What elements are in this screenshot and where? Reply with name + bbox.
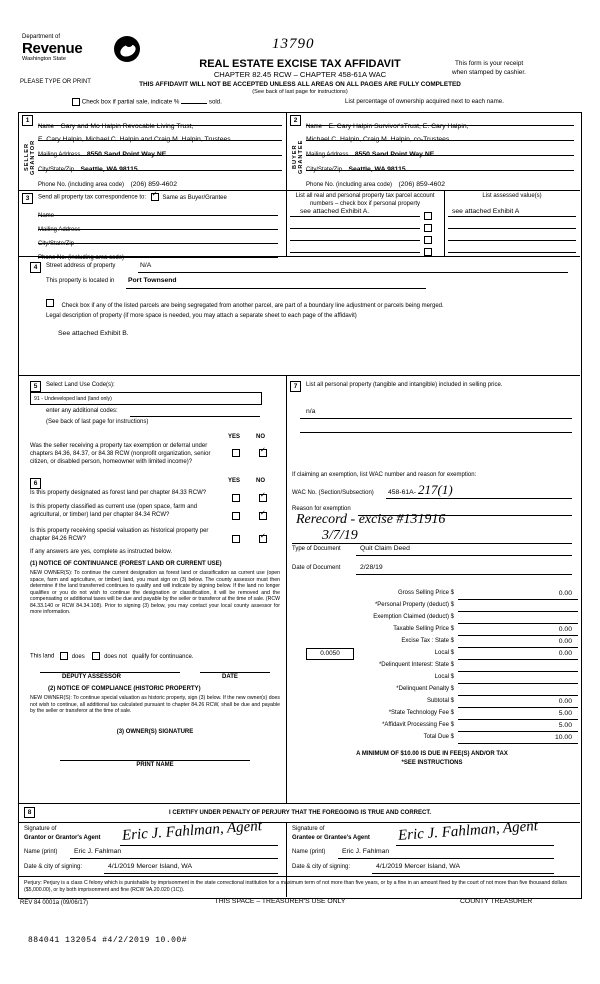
- doc-type-value[interactable]: Quit Claim Deed: [360, 545, 410, 552]
- divider-h-6: [18, 876, 580, 877]
- seller-name-label: Name: [38, 124, 55, 130]
- buyer-citystate-label: City/State/Zip: [306, 167, 343, 173]
- seller-phone-label: Phone No. (including area code): [38, 182, 125, 188]
- section-4-number: 4: [30, 262, 41, 273]
- tax-row-label-5: Local $: [434, 650, 454, 656]
- tax-row-label-11: *Affidavit Processing Fee $: [382, 722, 454, 728]
- land-use-code-input[interactable]: [30, 392, 262, 405]
- section-3-number: 3: [22, 193, 33, 204]
- divider-h-4: [18, 803, 580, 804]
- dept-line1: Department of: [22, 34, 61, 40]
- does-not-checkbox[interactable]: [92, 652, 100, 660]
- legal-description-value[interactable]: See attached Exhibit B.: [58, 330, 129, 337]
- assessed-header: List assessed value(s): [482, 193, 542, 199]
- section-7-number: 7: [290, 381, 301, 392]
- section-6-number: 6: [30, 478, 41, 489]
- seller-address-label: Mailing Address: [38, 152, 81, 158]
- no-label-5: NO: [256, 434, 265, 440]
- assessed-value[interactable]: see attached Exhibit A: [452, 208, 520, 215]
- reason-handwritten-1: Rerecord - excise #131916: [296, 512, 446, 527]
- segregation-row: [46, 294, 444, 312]
- tax-rows: [292, 588, 578, 744]
- section6-q1-no-checkbox[interactable]: [259, 489, 267, 507]
- tax-row-value-3[interactable]: 0.00: [558, 626, 572, 633]
- divider-h-3: [18, 375, 580, 376]
- located-in-label: This property is located in: [46, 278, 115, 284]
- tax-row-label-8: *Delinquent Penalty $: [396, 686, 454, 692]
- buyer-citystate-value[interactable]: Seattle, WA 98115: [348, 166, 406, 173]
- tax-row-label-12: Total Due $: [423, 734, 454, 740]
- located-in-value[interactable]: Port Townsend: [128, 277, 177, 284]
- segregation-checkbox[interactable]: [46, 299, 54, 307]
- see-back-label: (See back of last page for instructions): [46, 419, 149, 425]
- personal-property-value[interactable]: n/a: [306, 408, 316, 415]
- buyer-phone-value[interactable]: (206) 859-4602: [398, 181, 445, 188]
- section-1-number: 1: [22, 115, 33, 126]
- tax-row-label-4: Excise Tax : State $: [401, 638, 454, 644]
- notice1-title: (1) NOTICE OF CONTINUANCE (FOREST LAND OR CURRENT USE): [30, 561, 222, 567]
- section6-instruct: If any answers are yes, complete as instructed below.: [30, 549, 173, 555]
- notice3-title: (3) OWNER(S) SIGNATURE: [116, 729, 194, 735]
- dept-line3: Washington State: [22, 56, 66, 62]
- grantee-name-print-label: Name (print): [292, 849, 326, 855]
- notice2-body: NEW OWNER(S): To continue special valuation as historic property, sign (3) below. If the new owner(s) does not wish to continue, all additional tax calculated pursuant to chapter 84.26 RCW, shall be due and payable by the seller or transferor at the time of sale.: [30, 695, 280, 714]
- tax-row-value-4[interactable]: 0.00: [558, 638, 572, 645]
- notice2-title: (2) NOTICE OF COMPLIANCE (HISTORIC PROPERTY): [48, 686, 201, 692]
- doc-date-label: Date of Document: [292, 565, 341, 571]
- grantor-signature[interactable]: Eric J. Fahlman, Agent: [121, 818, 263, 844]
- corr-name-label: Name: [38, 213, 55, 219]
- seller-phone-value[interactable]: (206) 859-4602: [130, 181, 177, 188]
- grantor-name-print-value[interactable]: Eric J. Fahlman: [74, 848, 122, 855]
- divider-vertical-mid: [286, 375, 287, 803]
- grantee-sig-label-1: Signature of: [292, 826, 325, 832]
- seller-address-value[interactable]: 8550 Sand Point Way NE: [86, 151, 167, 158]
- tax-row-value-12[interactable]: 10.00: [554, 734, 572, 741]
- this-land-row: [30, 652, 193, 661]
- this-land-label: This land: [30, 653, 55, 660]
- perjury-note: Perjury: Perjury is a class C felony which is punishable by imprisonment in the state correctional institution for a maximum term of not more than five years, or by a fine in an amount fixed by the court of not more than five thousand dollars ($5,000.00), or by both imprisonment and fine (RCW 9A.20.020 (1C)).: [24, 880, 567, 893]
- street-address-value[interactable]: N/A: [140, 262, 152, 269]
- section6-q3-yes-checkbox[interactable]: [232, 530, 240, 548]
- buyer-name-value-2[interactable]: Michael C. Halpin, Craig M. Halpin, co-Trustees: [306, 136, 450, 143]
- legal-description-label: Legal description of property (if more space is needed, you may attach a separate sheet to each page of the affidavit): [46, 313, 357, 319]
- section6-q1-yes-checkbox[interactable]: [232, 489, 240, 507]
- reason-handwritten-2: 3/7/19: [322, 528, 358, 543]
- does-checkbox[interactable]: [60, 652, 68, 660]
- handwritten-number: 13790: [272, 36, 315, 52]
- same-as-buyer-checkbox[interactable]: [151, 193, 159, 201]
- divider-vertical-assessed: [444, 190, 445, 256]
- section6-q1: Is this property designated as forest land per chapter 84.33 RCW?: [30, 490, 207, 496]
- segregation-note: Check box if any of the listed parcels are being segregated from another parcel, are part of a boundary line adjustment or parcels being merged.: [61, 303, 444, 309]
- personal-property-title: List all personal property (tangible and intangible) included in selling price.: [306, 382, 503, 388]
- partial-sale-label: Check box if partial sale, indicate %: [81, 98, 180, 106]
- dept-line2: Revenue: [22, 40, 83, 57]
- wac-label: WAC No. (Section/Subsection): [292, 490, 374, 496]
- notice1-body: NEW OWNER(S): To continue the current designation as forest land or classification as current use (open space, farm and agriculture, or timber) land, you must sign on (3) below. The county assessor must then determine if the land transferred continues to qualify and will indicate by signing below. If the land no longer qualifies or you do not wish to continue the designation or classification, it will be removed and the compensating or additional taxes will be due and payable by the seller or transferor at the time of sale. (RCW 84.33.140 or RCW 84.34.108). Prior to signing (3) below, you may contact your local county assessor for more information.: [30, 570, 280, 615]
- divider-vertical-sec3: [286, 190, 287, 256]
- grantee-signature[interactable]: Eric J. Fahlman, Agent: [397, 818, 539, 844]
- exemption-label: If claiming an exemption, list WAC number and reason for exemption:: [292, 472, 477, 478]
- section6-q2: Is this property classified as current use (open space, farm and agricultural, or timber) land per chapter 84.34 RCW?: [30, 504, 198, 518]
- form-instructions: (See back of last page for instructions): [252, 89, 348, 95]
- treasurer-stamp: 884041 132054 #4/2/2019 10.00#: [28, 936, 188, 945]
- tax-row-label-9: Subtotal $: [426, 698, 454, 704]
- tax-row-label-7: Local $: [434, 674, 454, 680]
- county-treasurer-label: COUNTY TREASURER: [460, 898, 533, 905]
- section-8-number: 8: [24, 807, 35, 818]
- wac-value[interactable]: 458-61A-: [388, 489, 416, 496]
- qualify-label: qualify for continuance.: [131, 653, 194, 660]
- seller-citystate-value[interactable]: Seattle, WA 98115: [80, 166, 138, 173]
- parcel-header: List all real and personal property tax parcel account numbers – check box if personal property: [295, 193, 435, 207]
- buyer-address-label: Mailing Address: [306, 152, 349, 158]
- seller-block: [38, 115, 282, 186]
- section5-q1-no-checkbox[interactable]: [259, 444, 267, 462]
- grantor-name-print-label: Name (print): [24, 849, 58, 855]
- does-not-label: does not: [104, 653, 128, 660]
- enter-codes-label: enter any additional codes:: [46, 408, 118, 414]
- rev-number: REV 84 0001a (09/06/17): [20, 900, 89, 906]
- tax-row-label-2: Exemption Claimed (deduct) $: [373, 614, 454, 620]
- seller-name-value-2[interactable]: E. Cary Halpin, Michael C. Halpin and Craig M. Halpin, Trustees: [38, 136, 231, 143]
- ownership-label: List percentage of ownership acquired next to each name.: [345, 98, 504, 105]
- street-address-label: Street address of property: [46, 263, 116, 269]
- section5-q1-yes-checkbox[interactable]: [232, 444, 240, 462]
- deputy-assessor-label: DEPUTY ASSESSOR: [62, 674, 122, 680]
- same-as-buyer-label: Same as Buyer/Grantee: [162, 194, 227, 201]
- form-notice: THIS AFFIDAVIT WILL NOT BE ACCEPTED UNLESS ALL AREAS ON ALL PAGES ARE FULLY COMPLETED: [139, 81, 461, 88]
- seller-grantor-label: SELLER GRANTOR: [24, 139, 36, 175]
- partial-sale-checkbox[interactable]: [72, 98, 80, 106]
- tax-row-label-6: *Delinquent Interest: State $: [378, 662, 454, 668]
- type-or-print-note: PLEASE TYPE OR PRINT: [20, 79, 91, 85]
- tax-row-label-1: *Personal Property (deduct) $: [374, 602, 454, 608]
- tax-row-label-3: Taxable Selling Price $: [393, 626, 454, 632]
- no-label-6: NO: [256, 478, 265, 484]
- grantor-date-city-value[interactable]: 4/1/2019 Mercer Island, WA: [108, 863, 192, 870]
- tax-row-label-10: *State Technology Fee $: [388, 710, 454, 716]
- grantee-date-city-value[interactable]: 4/1/2019 Mercer Island, WA: [376, 863, 460, 870]
- does-label: does: [71, 653, 85, 660]
- buyer-name-label: Name: [306, 124, 323, 130]
- parcel-value[interactable]: see attached Exhibit A.: [300, 208, 370, 215]
- divider-h-1: [18, 190, 580, 191]
- send-correspondence-label: Send all property tax correspondence to:: [38, 194, 147, 201]
- doc-date-value[interactable]: 2/28/19: [360, 564, 383, 571]
- section-5-number: 5: [30, 381, 41, 392]
- form-subtitle: CHAPTER 82.45 RCW – CHAPTER 458-61A WAC: [213, 70, 387, 79]
- tax-row-value-10[interactable]: 5.00: [558, 710, 572, 717]
- partial-sale-sold: sold.: [208, 98, 222, 106]
- section6-q3: Is this property receiving special valuation as historical property per chapter 84.26 RCW?: [30, 528, 209, 542]
- land-use-code-value: 91 - Undeveloped land (land only): [34, 396, 112, 402]
- grantor-date-city-label: Date & city of signing:: [24, 864, 83, 870]
- print-name-label: PRINT NAME: [136, 762, 174, 768]
- yes-label-5: YES: [228, 434, 241, 440]
- buyer-name-value[interactable]: E. Cary Halpin Survivor'sTrust, E. Cary Halpin,: [328, 123, 469, 130]
- parcel-checkbox-4[interactable]: [424, 243, 432, 261]
- section6-q2-yes-checkbox[interactable]: [232, 507, 240, 525]
- seller-citystate-label: City/State/Zip: [38, 167, 75, 173]
- treasurer-use-label: THIS SPACE – TREASURER'S USE ONLY: [214, 898, 346, 905]
- certify-statement: I CERTIFY UNDER PENALTY OF PERJURY THAT THE FOREGOING IS TRUE AND CORRECT.: [168, 810, 432, 816]
- tax-row-value-9[interactable]: 0.00: [558, 698, 572, 705]
- buyer-block: [306, 115, 574, 186]
- corr-mailing-label: Mailing Address: [38, 227, 81, 233]
- correspondence-block: [38, 193, 278, 260]
- seller-name-value[interactable]: Gary and Mo Halpin Revocable Living Trust,: [60, 123, 194, 130]
- minimum-note-2: *SEE INSTRUCTIONS: [401, 760, 463, 766]
- section-2-number: 2: [290, 115, 301, 126]
- receipt-note-1: This form is your receipt: [455, 60, 524, 67]
- section5-q1: Was the seller receiving a property tax exemption or deferral under chapters 84.36, 84.37, or 84.38 RCW (nonprofit organization, senior citizen, or disabled person, homeowner with limited income)?: [30, 443, 211, 465]
- minimum-note-1: A MINIMUM OF $10.00 IS DUE IN FEE(S) AND/OR TAX: [356, 751, 508, 757]
- wac-handwritten: 217(1): [418, 482, 453, 497]
- yes-label-6: YES: [228, 478, 241, 484]
- grantee-sig-label-2: Grantee or Grantee's Agent: [292, 835, 370, 841]
- divider-vertical-top: [286, 112, 287, 190]
- tax-row-value-11[interactable]: 5.00: [558, 722, 572, 729]
- rate-box[interactable]: 0.0050: [306, 648, 354, 660]
- deputy-date-label: DATE: [222, 674, 238, 680]
- corr-citystate-label: City/State/Zip: [38, 241, 75, 247]
- section6-q2-no-checkbox[interactable]: [259, 507, 267, 525]
- buyer-address-value[interactable]: 8550 Sand Point Way NE: [354, 151, 435, 158]
- form-title: REAL ESTATE EXCISE TAX AFFIDAVIT: [199, 58, 401, 70]
- corr-phone-label: Phone No. (including area code): [38, 255, 125, 261]
- section6-q3-no-checkbox[interactable]: [259, 530, 267, 548]
- grantee-date-city-label: Date & city of signing:: [292, 864, 351, 870]
- doc-type-label: Type of Document: [292, 546, 341, 552]
- reason-label: Reason for exemption: [292, 506, 351, 512]
- grantor-sig-label-2: Grantor or Grantor's Agent: [24, 835, 101, 841]
- grantee-name-print-value[interactable]: Eric J. Fahlman: [342, 848, 390, 855]
- receipt-note-2: when stamped by cashier.: [452, 69, 526, 76]
- buyer-grantee-label: BUYER GRANTEE: [292, 139, 304, 175]
- grantor-sig-label-1: Signature of: [24, 826, 57, 832]
- tax-row-value-0[interactable]: 0.00: [558, 590, 572, 597]
- partial-sale-row: [72, 98, 222, 106]
- tax-row-value-5[interactable]: 0.00: [558, 650, 572, 657]
- land-use-code-title: Select Land Use Code(s):: [46, 382, 115, 388]
- tax-row-label-0: Gross Selling Price $: [397, 590, 454, 596]
- buyer-phone-label: Phone No. (including area code): [306, 182, 393, 188]
